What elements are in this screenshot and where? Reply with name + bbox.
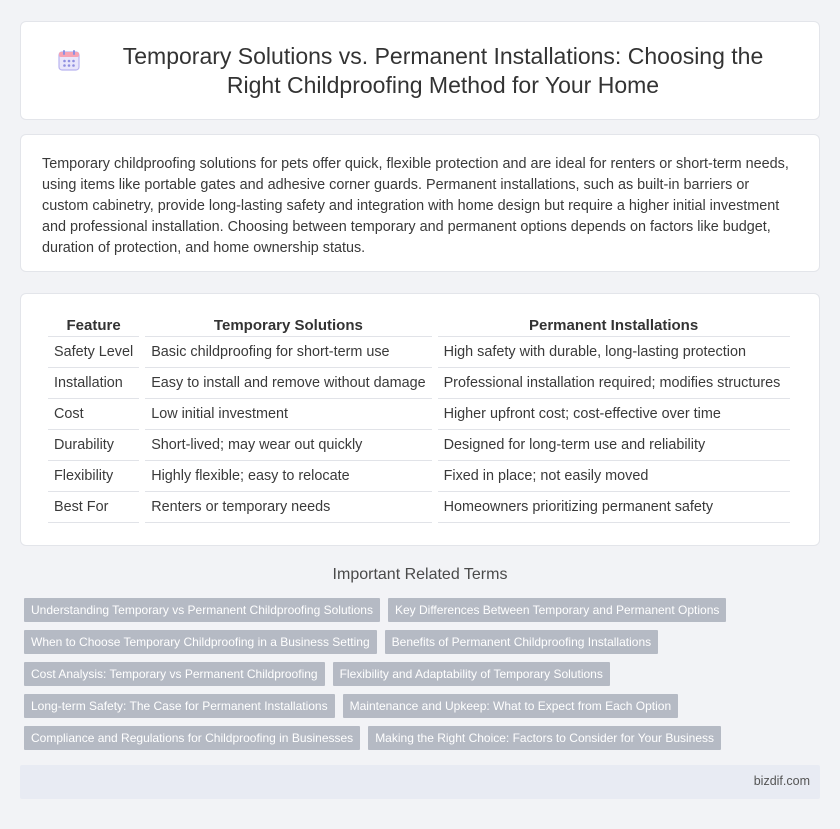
tag-row xyxy=(24,694,824,718)
table-row xyxy=(48,492,790,523)
row-feature: Safety Level xyxy=(48,337,139,368)
related-term-link[interactable]: Understanding Temporary vs Permanent Childproofing Solutions xyxy=(24,598,380,622)
row-temporary: Renters or temporary needs xyxy=(145,492,431,523)
header-feature: Feature xyxy=(48,317,139,337)
related-terms-list xyxy=(24,598,824,758)
header-card xyxy=(20,21,820,120)
related-term-link[interactable]: Maintenance and Upkeep: What to Expect from Each Option xyxy=(343,694,679,718)
tag-row xyxy=(24,630,824,654)
related-term-link[interactable]: Cost Analysis: Temporary vs Permanent Childproofing xyxy=(24,662,325,686)
row-permanent: Professional installation required; modifies structures xyxy=(438,368,790,399)
page-title: Temporary Solutions vs. Permanent Installations: Choosing the Right Childproofing Method for Your Home xyxy=(122,42,764,98)
related-term-link[interactable]: Long-term Safety: The Case for Permanent Installations xyxy=(24,694,335,718)
table-row xyxy=(48,368,790,399)
row-feature: Flexibility xyxy=(48,461,139,492)
table-row xyxy=(48,461,790,492)
related-term-link[interactable]: Benefits of Permanent Childproofing Installations xyxy=(385,630,658,654)
comparison-table xyxy=(42,317,796,523)
row-feature: Installation xyxy=(48,368,139,399)
tag-row xyxy=(24,662,824,686)
related-term-link[interactable]: Making the Right Choice: Factors to Consider for Your Business xyxy=(368,726,721,750)
related-terms-title: Important Related Terms xyxy=(332,566,508,583)
row-temporary: Short-lived; may wear out quickly xyxy=(145,430,431,461)
row-temporary: Easy to install and remove without damage xyxy=(145,368,431,399)
intro-paragraph: Temporary childproofing solutions for pets offer quick, flexible protection and are ideal for renters or short-term needs, using items like portable gates and adhesive corner guards. Permanent installations, such as built-in barriers or custom cabinetry, provide long-lasting safety and integration with home design but require a higher initial investment and professional installation. Choosing between temporary and permanent options depends on factors like budget, duration of protection, and home ownership status. xyxy=(42,156,789,256)
row-feature: Best For xyxy=(48,492,139,523)
table-row xyxy=(48,337,790,368)
comparison-card xyxy=(20,293,820,546)
header-temporary: Temporary Solutions xyxy=(145,317,431,337)
row-permanent: Designed for long-term use and reliability xyxy=(438,430,790,461)
table-row xyxy=(48,399,790,430)
row-permanent: Fixed in place; not easily moved xyxy=(438,461,790,492)
row-feature: Cost xyxy=(48,399,139,430)
related-term-link[interactable]: Key Differences Between Temporary and Permanent Options xyxy=(388,598,726,622)
related-term-link[interactable]: When to Choose Temporary Childproofing in a Business Setting xyxy=(24,630,377,654)
row-feature: Durability xyxy=(48,430,139,461)
row-permanent: Homeowners prioritizing permanent safety xyxy=(438,492,790,523)
table-row xyxy=(48,430,790,461)
row-permanent: High safety with durable, long-lasting protection xyxy=(438,337,790,368)
site-name[interactable]: bizdif.com xyxy=(753,774,810,788)
table-header-row xyxy=(48,317,790,337)
row-temporary: Low initial investment xyxy=(145,399,431,430)
related-term-link[interactable]: Flexibility and Adaptability of Temporary Solutions xyxy=(333,662,610,686)
calendar-icon xyxy=(57,48,81,72)
tag-row xyxy=(24,726,824,750)
related-term-link[interactable]: Compliance and Regulations for Childproofing in Businesses xyxy=(24,726,360,750)
row-temporary: Basic childproofing for short-term use xyxy=(145,337,431,368)
header-permanent: Permanent Installations xyxy=(438,317,790,337)
intro-card xyxy=(20,134,820,272)
row-temporary: Highly flexible; easy to relocate xyxy=(145,461,431,492)
row-permanent: Higher upfront cost; cost-effective over time xyxy=(438,399,790,430)
footer xyxy=(20,765,820,799)
tag-row xyxy=(24,598,824,622)
